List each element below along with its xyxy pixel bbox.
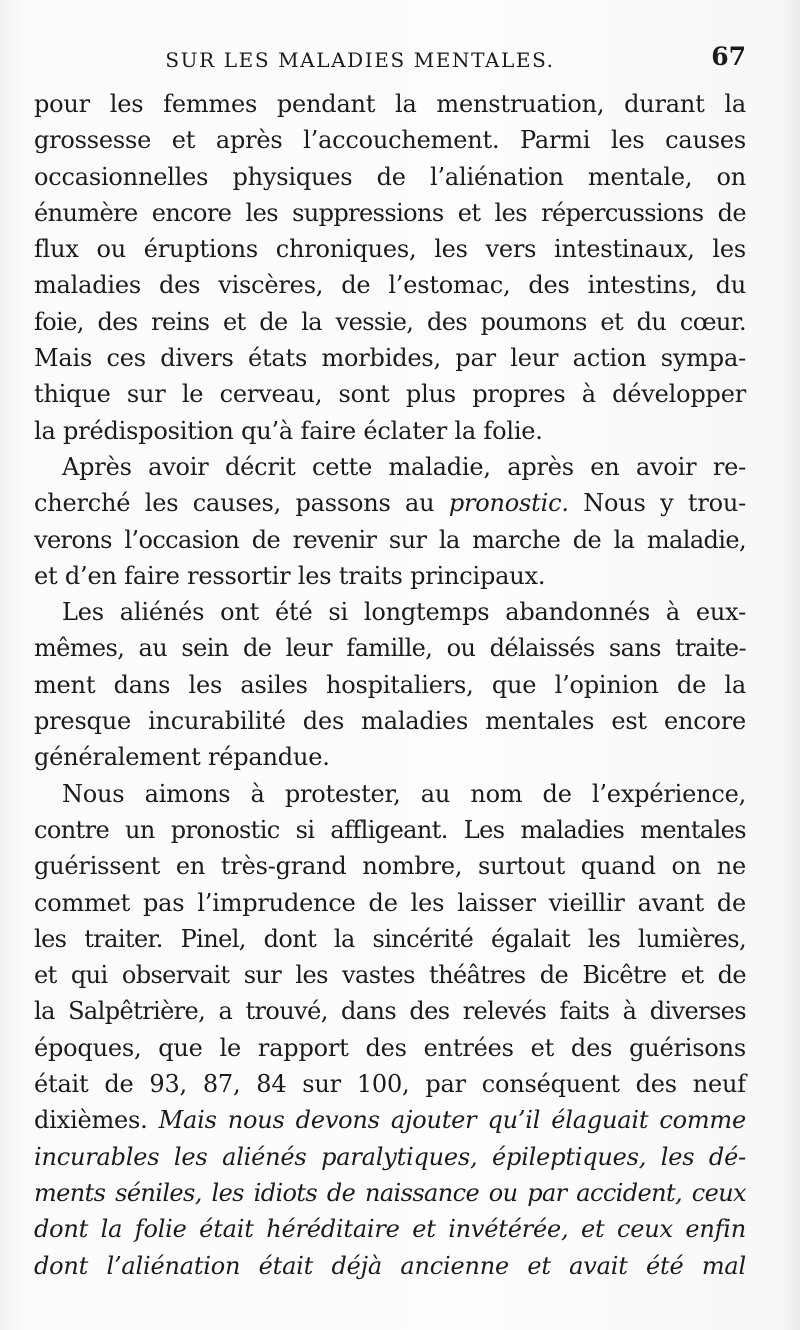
- text-line: grossesse et après l’accouchement. Parmi les causes: [34, 126, 746, 155]
- text-run: dixièmes.: [34, 1106, 159, 1135]
- text-line: occasionnelles physiques de l’aliénation mentale, on: [34, 162, 746, 191]
- text-line: presque incurabilité des maladies mentales est encore: [34, 707, 746, 736]
- text-line: [34, 1211, 746, 1247]
- running-head: [34, 38, 746, 78]
- text-line: guérissent en très-grand nombre, surtout quand on ne: [34, 852, 746, 881]
- page-edge-shadow: [782, 0, 800, 1330]
- text-line: mêmes, au sein de leur famille, ou délaissés sans traite-: [34, 634, 746, 663]
- text-line: [34, 1102, 746, 1138]
- text-line: maladies des viscères, de l’estomac, des intestins, du: [34, 271, 746, 300]
- page-number: 67: [711, 42, 746, 71]
- text-line: thique sur le cerveau, sont plus propres à développer: [34, 380, 746, 409]
- text-line: [34, 1139, 746, 1175]
- italic-run: Mais nous devons ajouter qu’il élaguait comme: [158, 1106, 746, 1135]
- text-line: pour les femmes pendant la menstruation, durant la: [34, 90, 746, 118]
- paragraph-last-line: généralement répandue.: [34, 743, 330, 772]
- text-run: Nous y trou-: [568, 489, 747, 518]
- italic-run: dont l’aliénation était déjà ancienne et avait été mal: [34, 1251, 746, 1280]
- text-line: [34, 1175, 746, 1211]
- italic-run: incurables les aliénés paralytiques, épileptiques, les dé-: [34, 1142, 746, 1171]
- italic-run: dont la folie était héréditaire et invétérée, et ceux enfin: [34, 1215, 746, 1244]
- body-text: [34, 86, 746, 1284]
- text-line: la Salpêtrière, a trouvé, dans des relevés faits à diverses: [34, 997, 746, 1026]
- text-line: flux ou éruptions chroniques, les vers intestinaux, les: [34, 235, 746, 264]
- text-line: verons l’occasion de revenir sur la marche de la maladie,: [34, 525, 746, 554]
- paragraph-last-line: la prédisposition qu’à faire éclater la folie.: [34, 416, 543, 445]
- italic-run: ments séniles, les idiots de naissance ou par accident, ceux: [34, 1178, 746, 1207]
- text-line: [34, 485, 746, 521]
- running-title: SUR LES MALADIES MENTALES.: [165, 48, 555, 72]
- text-line: était de 93, 87, 84 sur 100, par conséquent des neuf: [34, 1070, 746, 1099]
- text-line: les traiter. Pinel, dont la sincérité égalait les lumières,: [34, 924, 746, 953]
- text-line: foie, des reins et de la vessie, des poumons et du cœur.: [34, 307, 746, 336]
- text-run: cherché les causes, passons au: [34, 489, 449, 518]
- text-line: époques, que le rapport des entrées et des guérisons: [34, 1033, 746, 1062]
- text-line: et qui observait sur les vastes théâtres de Bicêtre et de: [34, 961, 746, 990]
- text-line: commet pas l’imprudence de les laisser vieillir avant de: [34, 888, 746, 917]
- paragraph-last-line: et d’en faire ressortir les traits principaux.: [34, 561, 546, 590]
- text-line: ment dans les asiles hospitaliers, que l’opinion de la: [34, 670, 746, 699]
- text-line: Mais ces divers états morbides, par leur action sympa-: [34, 344, 746, 373]
- text-line: énumère encore les suppressions et les répercussions de: [34, 198, 746, 227]
- paragraph-first-line: Nous aimons à protester, au nom de l’expérience,: [62, 779, 746, 808]
- text-line: contre un pronostic si affligeant. Les maladies mentales: [34, 815, 746, 844]
- text-line: [34, 1248, 746, 1284]
- paragraph-first-line: Après avoir décrit cette maladie, après en avoir re-: [62, 452, 746, 481]
- italic-term: pronostic.: [448, 489, 569, 518]
- paragraph-first-line: Les aliénés ont été si longtemps abandonnés à eux-: [62, 598, 746, 627]
